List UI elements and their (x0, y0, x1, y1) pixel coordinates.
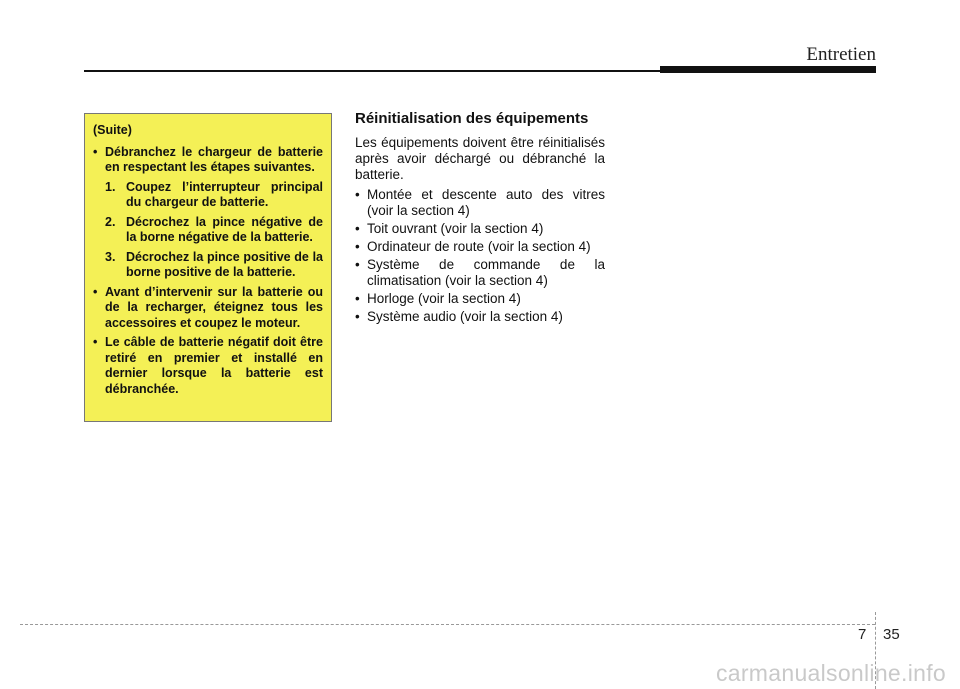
list-item-text: Horloge (voir la section 4) (367, 291, 521, 306)
list-item-text: Système de commande de la climatisation (voir la section 4) (367, 257, 605, 288)
list-item (355, 239, 605, 255)
note-step (105, 215, 323, 246)
note-bullet-text: Le câble de batterie négatif doit être retiré en premier et installé en dernier lorsque la batterie est débranchée. (105, 335, 323, 396)
note-steps (105, 180, 323, 281)
bullet-icon: • (355, 221, 360, 236)
warning-note-box (84, 113, 332, 422)
note-bullet (93, 285, 323, 332)
list-item-text: Toit ouvrant (voir la section 4) (367, 221, 544, 236)
list-item (355, 221, 605, 237)
note-bullet-text: Avant d’intervenir sur la batterie ou de la recharger, éteignez tous les accessoires et coupez le moteur. (105, 284, 323, 330)
step-number: 3. (105, 249, 116, 264)
bullet-icon: • (93, 335, 98, 349)
note-bullet-text: Débranchez le chargeur de batterie en respectant les étapes suivantes. (105, 144, 323, 174)
watermark: carmanualsonline.info (715, 660, 946, 686)
step-number: 2. (105, 214, 116, 229)
note-continued-label: (Suite) (93, 123, 132, 137)
note-step (105, 250, 323, 281)
equipment-list (355, 187, 605, 325)
step-text: Décrochez la pince positive de la borne positive de la batterie. (126, 249, 323, 279)
bullet-icon: • (355, 187, 360, 202)
bullet-icon: • (93, 144, 98, 159)
header-rule-accent (660, 66, 876, 73)
step-number: 1. (105, 179, 116, 194)
step-text: Coupez l’interrupteur principal du chargeur de batterie. (126, 179, 323, 209)
bullet-icon: • (355, 291, 360, 306)
note-bullet (93, 145, 323, 281)
bullet-icon: • (93, 284, 98, 299)
list-item (355, 309, 605, 325)
bullet-icon: • (355, 309, 360, 324)
chapter-number: 7 (858, 626, 867, 643)
bullet-icon: • (355, 257, 360, 272)
list-item-text: Montée et descente auto des vitres (voir la section 4) (367, 187, 605, 218)
list-item (355, 187, 605, 219)
list-item-text: Ordinateur de route (voir la section 4) (367, 239, 591, 254)
reset-section (355, 110, 605, 327)
page-number: 35 (883, 626, 900, 643)
list-item (355, 291, 605, 307)
chapter-title: Entretien (806, 44, 876, 65)
list-item (355, 257, 605, 289)
header-rule (84, 70, 660, 72)
footer-rule (20, 624, 875, 625)
step-text: Décrochez la pince négative de la borne négative de la batterie. (126, 214, 323, 244)
section-intro: Les équipements doivent être réinitialisés après avoir déchargé ou débranché la batterie. (355, 135, 605, 182)
bullet-icon: • (355, 239, 360, 254)
list-item-text: Système audio (voir la section 4) (367, 309, 563, 324)
section-title: Réinitialisation des équipements (355, 110, 589, 127)
note-step (105, 180, 323, 211)
note-bullet (93, 335, 323, 397)
